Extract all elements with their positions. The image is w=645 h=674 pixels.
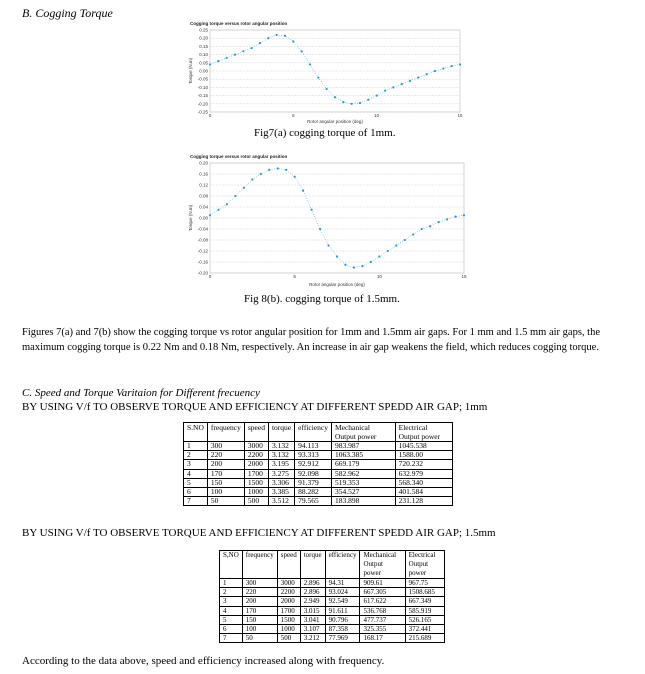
- column-header: torque: [300, 551, 325, 579]
- table-cell: 3: [220, 597, 243, 606]
- data-point: [209, 63, 211, 65]
- table-row: [220, 597, 445, 606]
- x-tick-label: 0: [208, 274, 212, 279]
- y-tick-label: -0.25: [197, 109, 208, 115]
- data-point: [342, 101, 344, 103]
- table-cell: 3.015: [300, 606, 325, 615]
- data-point: [302, 189, 304, 191]
- table-cell: 92.912: [295, 460, 332, 469]
- data-point: [359, 102, 361, 104]
- y-tick-label: 0.20: [199, 160, 208, 166]
- y-tick-label: -0.20: [197, 101, 208, 107]
- table-cell: 2: [220, 588, 243, 597]
- table-cell: 50: [207, 497, 244, 506]
- column-header: frequency: [207, 423, 244, 442]
- table-cell: 3: [184, 460, 208, 469]
- y-tick-label: 0.16: [199, 171, 208, 177]
- data-point: [438, 221, 440, 223]
- data-point: [243, 187, 245, 189]
- x-axis-label: Rotor angular position (deg): [309, 282, 365, 287]
- table-cell: 170: [242, 606, 277, 615]
- table-row: [184, 460, 453, 469]
- data-point: [251, 47, 253, 49]
- table-cell: 3.385: [268, 488, 294, 497]
- table-cell: 94.113: [295, 442, 332, 451]
- y-tick-label: 0.05: [199, 60, 208, 66]
- data-point: [459, 63, 461, 65]
- table-cell: 1000: [277, 625, 300, 634]
- table-cell: 3.195: [268, 460, 294, 469]
- x-tick-label: 10: [374, 113, 380, 118]
- table-cell: 720.232: [395, 460, 452, 469]
- data-point: [336, 255, 338, 257]
- y-tick-label: 0.08: [199, 193, 208, 199]
- table-cell: 1063.385: [331, 451, 395, 460]
- data-point: [451, 65, 453, 67]
- data-point: [367, 99, 369, 101]
- table-cell: 3.306: [268, 478, 294, 487]
- table-1-airgap-1mm: [183, 422, 453, 506]
- y-tick-label: -0.20: [197, 270, 208, 276]
- x-tick-label: 10: [376, 274, 382, 279]
- y-tick-label: 0.00: [199, 215, 208, 221]
- data-point: [267, 37, 269, 39]
- table-cell: 1700: [244, 469, 268, 478]
- conclusion-text: According to the data above, speed and efficiency increased along with frequency.: [22, 655, 385, 667]
- table-cell: 585.919: [405, 606, 444, 615]
- table-cell: 632.979: [395, 469, 452, 478]
- table-cell: 220: [242, 588, 277, 597]
- data-point: [351, 103, 353, 105]
- column-header: Electrical Output power: [405, 551, 444, 579]
- data-point: [292, 40, 294, 42]
- table-cell: 2200: [277, 588, 300, 597]
- y-tick-label: -0.15: [197, 93, 208, 99]
- chart-title: Cogging torque versus rotor angular position: [190, 154, 288, 159]
- table-cell: 325.355: [360, 625, 405, 634]
- table-cell: 3.512: [268, 497, 294, 506]
- data-point: [401, 83, 403, 85]
- table-cell: 87.358: [325, 625, 360, 634]
- table-cell: 1500: [277, 615, 300, 624]
- y-tick-label: 0.20: [199, 35, 208, 41]
- table-2-airgap-1-5mm: [219, 550, 445, 643]
- data-point: [463, 214, 465, 216]
- table-row: [220, 634, 445, 643]
- y-tick-label: 0.04: [199, 204, 208, 210]
- table-cell: 983.987: [331, 442, 395, 451]
- data-point: [217, 60, 219, 62]
- table-cell: 526.165: [405, 615, 444, 624]
- y-tick-label: -0.10: [197, 84, 208, 90]
- data-point: [234, 54, 236, 56]
- data-point: [417, 76, 419, 78]
- table-cell: 215.689: [405, 634, 444, 643]
- column-header: torque: [268, 423, 294, 442]
- y-tick-label: -0.08: [197, 237, 208, 243]
- column-header: frequency: [242, 551, 277, 579]
- table-cell: 4: [184, 469, 208, 478]
- table-cell: 1: [220, 579, 243, 588]
- table-cell: 2.949: [300, 597, 325, 606]
- table-cell: 300: [207, 442, 244, 451]
- y-tick-label: 0.00: [199, 68, 208, 74]
- x-tick-label: 15: [457, 113, 463, 118]
- table-cell: 667.305: [360, 588, 405, 597]
- data-point: [327, 244, 329, 246]
- data-point: [392, 86, 394, 88]
- table-cell: 1045.538: [395, 442, 452, 451]
- data-point: [353, 266, 355, 268]
- data-point: [378, 255, 380, 257]
- table-cell: 77.969: [325, 634, 360, 643]
- data-point: [404, 239, 406, 241]
- table-cell: 401.584: [395, 488, 452, 497]
- table-2-heading: BY USING V/f TO OBSERVE TORQUE AND EFFICIENCY AT DIFFERENT SPEDD AIR GAP; 1.5mm: [22, 527, 496, 539]
- table-cell: 1508.685: [405, 588, 444, 597]
- data-point: [226, 57, 228, 59]
- table-cell: 3.107: [300, 625, 325, 634]
- data-point: [454, 216, 456, 218]
- x-tick-label: 15: [461, 274, 467, 279]
- table-cell: 6: [220, 625, 243, 634]
- figure-8-chart: [188, 153, 472, 287]
- column-header: S.NO: [184, 423, 208, 442]
- table-cell: 967.75: [405, 579, 444, 588]
- data-point: [268, 169, 270, 171]
- table-row: [220, 579, 445, 588]
- section-c-heading: C. Speed and Torque Varitaion for Different frecuency: [22, 387, 260, 399]
- table-cell: 2200: [244, 451, 268, 460]
- table-row: [220, 625, 445, 634]
- table-row: [184, 469, 453, 478]
- table-cell: 231.128: [395, 497, 452, 506]
- table-cell: 7: [220, 634, 243, 643]
- table-cell: 669.179: [331, 460, 395, 469]
- y-tick-label: -0.05: [197, 76, 208, 82]
- table-row: [220, 606, 445, 615]
- data-point: [326, 88, 328, 90]
- table-cell: 372.441: [405, 625, 444, 634]
- chart-title: Cogging torque versus rotor angular position: [190, 21, 288, 26]
- data-point: [277, 167, 279, 169]
- table-1-heading: BY USING V/f TO OBSERVE TORQUE AND EFFICIENCY AT DIFFERENT SPEDD AIR GAP; 1mm: [22, 401, 488, 413]
- cogging-torque-paragraph: Figures 7(a) and 7(b) show the cogging torque vs rotor angular position for 1mm and 1.5mm air gaps. For 1 mm and 1.5 mm air gaps, the maximum cogging torque is 0.22 Nm and 0.18 Nm, respectively. An increase in air gap weakens the field, which reduces cogging torque.: [22, 327, 600, 353]
- table-cell: 150: [242, 615, 277, 624]
- data-point: [442, 67, 444, 69]
- data-point: [311, 209, 313, 211]
- data-point: [294, 176, 296, 178]
- table-cell: 200: [207, 460, 244, 469]
- data-point: [384, 90, 386, 92]
- table-cell: 568.340: [395, 478, 452, 487]
- data-point: [259, 42, 261, 44]
- table-cell: 300: [242, 579, 277, 588]
- table-cell: 519.353: [331, 478, 395, 487]
- data-point: [242, 50, 244, 52]
- x-tick-label: 0: [208, 113, 212, 118]
- table-cell: 3.212: [300, 634, 325, 643]
- table-cell: 100: [242, 625, 277, 634]
- data-point: [301, 50, 303, 52]
- data-point: [234, 195, 236, 197]
- table-row: [220, 615, 445, 624]
- table-cell: 3.132: [268, 451, 294, 460]
- table-cell: 1000: [244, 488, 268, 497]
- data-point: [361, 265, 363, 267]
- x-axis-label: Rotor angular position (deg): [307, 119, 363, 124]
- data-point: [334, 96, 336, 98]
- data-point: [260, 173, 262, 175]
- data-point: [376, 95, 378, 97]
- table-cell: 1500: [244, 478, 268, 487]
- fig8-chart-svg: [188, 153, 472, 287]
- table-cell: 2000: [244, 460, 268, 469]
- column-header: Mechanical Output power: [331, 423, 395, 442]
- data-point: [251, 178, 253, 180]
- table-cell: 3.132: [268, 442, 294, 451]
- table-cell: 94.31: [325, 579, 360, 588]
- data-point: [317, 76, 319, 78]
- table-cell: 4: [220, 606, 243, 615]
- data-point: [434, 70, 436, 72]
- table-cell: 5: [184, 478, 208, 487]
- data-point: [429, 225, 431, 227]
- y-tick-label: -0.16: [197, 259, 208, 265]
- table-cell: 50: [242, 634, 277, 643]
- y-tick-label: 0.15: [199, 43, 208, 49]
- table-cell: 220: [207, 451, 244, 460]
- y-axis-label: Torque (N.m): [188, 204, 193, 232]
- table-cell: 150: [207, 478, 244, 487]
- table-cell: 3.041: [300, 615, 325, 624]
- table-cell: 1: [184, 442, 208, 451]
- table-cell: 3000: [277, 579, 300, 588]
- data-point: [412, 233, 414, 235]
- table-cell: 88.282: [295, 488, 332, 497]
- section-b-heading: B. Cogging Torque: [22, 6, 113, 20]
- column-header: speed: [244, 423, 268, 442]
- y-tick-label: -0.04: [197, 226, 208, 232]
- data-point: [409, 80, 411, 82]
- table-cell: 92.549: [325, 597, 360, 606]
- table-cell: 354.527: [331, 488, 395, 497]
- data-point: [319, 228, 321, 230]
- table-cell: 90.796: [325, 615, 360, 624]
- figure-8-caption: Fig 8(b). cogging torque of 1.5mm.: [244, 293, 400, 305]
- data-point: [370, 261, 372, 263]
- table-cell: 100: [207, 488, 244, 497]
- table-cell: 7: [184, 497, 208, 506]
- table-cell: 617.622: [360, 597, 405, 606]
- table-cell: 500: [244, 497, 268, 506]
- column-header: efficiency: [325, 551, 360, 579]
- table-cell: 2.896: [300, 588, 325, 597]
- table-cell: 500: [277, 634, 300, 643]
- fig7-chart-svg: [188, 20, 468, 124]
- y-tick-label: -0.12: [197, 248, 208, 254]
- table-cell: 582.962: [331, 469, 395, 478]
- data-point: [217, 209, 219, 211]
- table-cell: 3000: [244, 442, 268, 451]
- table-cell: 79.565: [295, 497, 332, 506]
- column-header: Mechanical Output power: [360, 551, 405, 579]
- data-point: [387, 250, 389, 252]
- table-cell: 2000: [277, 597, 300, 606]
- figure-7-chart: [188, 20, 468, 124]
- table-cell: 93.024: [325, 588, 360, 597]
- data-point: [209, 214, 211, 216]
- table-cell: 6: [184, 488, 208, 497]
- table-row: [220, 588, 445, 597]
- data-point: [344, 264, 346, 266]
- table-cell: 1700: [277, 606, 300, 615]
- table-cell: 200: [242, 597, 277, 606]
- table-cell: 92.098: [295, 469, 332, 478]
- data-point: [284, 35, 286, 37]
- data-point: [309, 63, 311, 65]
- table-cell: 477.737: [360, 615, 405, 624]
- data-point: [426, 73, 428, 75]
- column-header: efficiency: [295, 423, 332, 442]
- table-cell: 168.17: [360, 634, 405, 643]
- column-header: speed: [277, 551, 300, 579]
- data-point: [446, 218, 448, 220]
- table-cell: 5: [220, 615, 243, 624]
- column-header: Electrical Output power: [395, 423, 452, 442]
- table-cell: 183.898: [331, 497, 395, 506]
- y-tick-label: 0.25: [199, 27, 208, 33]
- table-cell: 667.349: [405, 597, 444, 606]
- table-cell: 2.896: [300, 579, 325, 588]
- table-cell: 170: [207, 469, 244, 478]
- x-tick-label: 5: [292, 113, 295, 118]
- table-cell: 93.313: [295, 451, 332, 460]
- table-row: [184, 497, 453, 506]
- data-point: [226, 203, 228, 205]
- y-tick-label: 0.12: [199, 182, 208, 188]
- figure-7-caption: Fig7(a) cogging torque of 1mm.: [254, 127, 396, 139]
- data-point: [421, 228, 423, 230]
- data-point: [276, 34, 278, 36]
- x-tick-label: 5: [293, 274, 296, 279]
- data-point: [285, 169, 287, 171]
- table-cell: 909.61: [360, 579, 405, 588]
- table-cell: 91.611: [325, 606, 360, 615]
- table-cell: 3.275: [268, 469, 294, 478]
- data-point: [395, 244, 397, 246]
- y-axis-label: Torque (N.m): [188, 57, 193, 85]
- table-cell: 1588.00: [395, 451, 452, 460]
- column-header: S,NO: [220, 551, 243, 579]
- table-cell: 91.379: [295, 478, 332, 487]
- table-cell: 2: [184, 451, 208, 460]
- y-tick-label: 0.10: [199, 52, 208, 58]
- table-cell: 536.768: [360, 606, 405, 615]
